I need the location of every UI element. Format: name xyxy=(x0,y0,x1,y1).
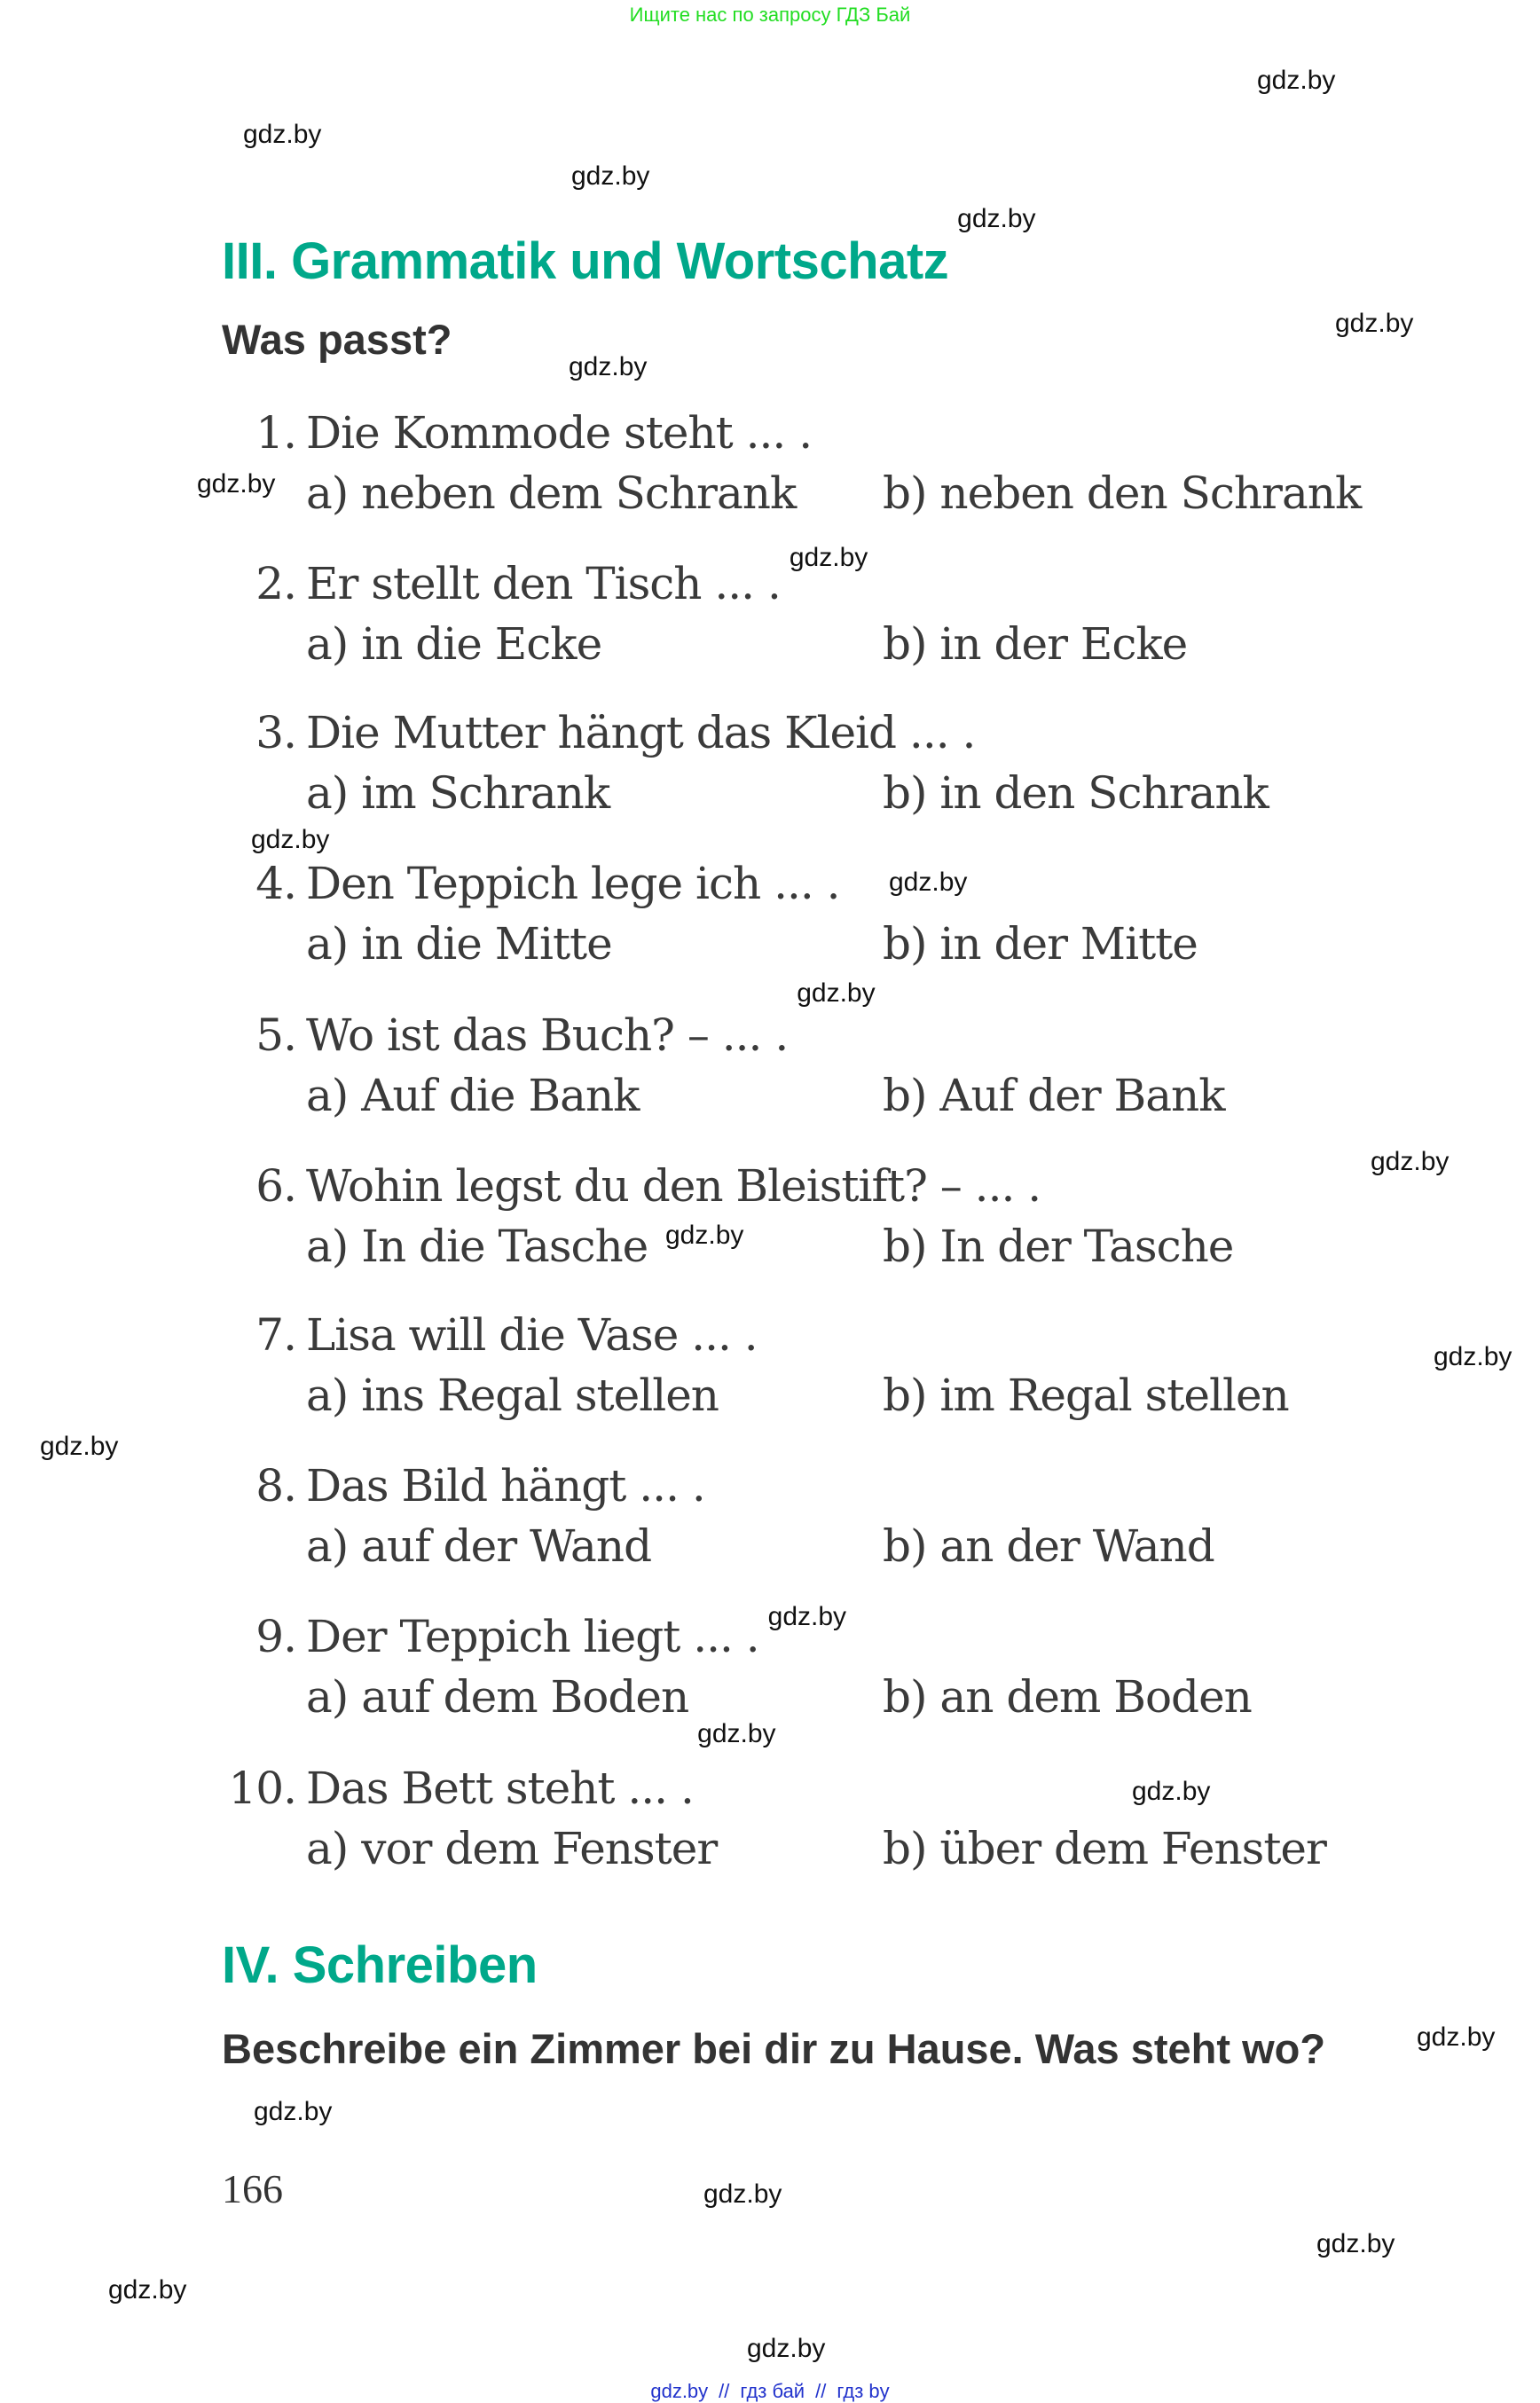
option-a: a) in die Mitte xyxy=(306,918,612,970)
option-b: b) über dem Fenster xyxy=(883,1823,1326,1874)
watermark-text: gdz.by xyxy=(665,1221,744,1250)
item-question: Das Bild hängt ... . xyxy=(306,1460,705,1512)
option-a: a) Auf die Bank xyxy=(306,1070,640,1121)
watermark-text: gdz.by xyxy=(197,469,276,499)
item-number: 7. xyxy=(255,1309,296,1361)
item-number: 1. xyxy=(255,407,296,459)
option-a: a) vor dem Fenster xyxy=(306,1823,718,1874)
item-number: 2. xyxy=(255,558,296,609)
option-a: a) neben dem Schrank xyxy=(306,467,797,519)
option-b: b) neben den Schrank xyxy=(883,467,1362,519)
option-a: a) auf dem Boden xyxy=(306,1671,689,1723)
item-question: Lisa will die Vase ... . xyxy=(306,1309,758,1361)
option-b: b) an dem Boden xyxy=(883,1671,1252,1723)
watermark-text: gdz.by xyxy=(703,2179,782,2209)
watermark-text: gdz.by xyxy=(697,1719,776,1748)
item-question: Das Bett steht ... . xyxy=(306,1763,694,1814)
page-number: 166 xyxy=(222,2166,283,2211)
option-b: b) in den Schrank xyxy=(883,767,1269,819)
watermark-text: gdz.by xyxy=(889,868,968,897)
item-number: 6. xyxy=(255,1160,296,1212)
option-a: a) in die Ecke xyxy=(306,618,602,670)
item-question: Der Teppich liegt ... . xyxy=(306,1611,759,1662)
footer-links xyxy=(0,2380,1540,2403)
item-question: Den Teppich lege ich ... . xyxy=(306,858,840,909)
watermark-text: gdz.by xyxy=(1371,1147,1450,1176)
footer-link[interactable]: гдз бай xyxy=(740,2380,805,2402)
footer-separator: // xyxy=(719,2380,730,2402)
watermark-text: gdz.by xyxy=(1257,66,1336,95)
watermark-text: gdz.by xyxy=(243,120,322,149)
item-number: 10. xyxy=(228,1763,296,1814)
watermark-text: gdz.by xyxy=(108,2275,187,2305)
watermark-text: gdz.by xyxy=(1335,309,1414,338)
watermark-text: gdz.by xyxy=(571,161,650,191)
item-number: 4. xyxy=(255,858,296,909)
watermark-text: gdz.by xyxy=(1434,1342,1512,1371)
footer-separator: // xyxy=(815,2380,827,2402)
footer-link[interactable]: гдз by xyxy=(837,2380,890,2402)
footer-link[interactable]: gdz.by xyxy=(650,2380,709,2402)
option-a: a) ins Regal stellen xyxy=(306,1370,719,1421)
item-number: 8. xyxy=(255,1460,296,1512)
watermark-text: gdz.by xyxy=(254,2097,333,2126)
watermark-text: gdz.by xyxy=(40,1432,119,1461)
section-title-grammatik: III. Grammatik und Wortschatz xyxy=(222,232,949,290)
option-b: b) In der Tasche xyxy=(883,1221,1234,1272)
watermark-text: gdz.by xyxy=(747,2334,826,2363)
option-a: a) im Schrank xyxy=(306,767,610,819)
option-b: b) an der Wand xyxy=(883,1520,1214,1572)
option-a: a) In die Tasche xyxy=(306,1221,648,1272)
item-question: Wohin legst du den Bleistift? – ... . xyxy=(306,1160,1041,1212)
option-b: b) im Regal stellen xyxy=(883,1370,1289,1421)
item-question: Die Mutter hängt das Kleid ... . xyxy=(306,707,976,758)
watermark-text: gdz.by xyxy=(569,352,648,381)
watermark-text: gdz.by xyxy=(789,543,868,572)
option-b: b) in der Mitte xyxy=(883,918,1198,970)
item-number: 5. xyxy=(255,1009,296,1061)
watermark-text: gdz.by xyxy=(797,978,876,1008)
exercise-title: Was passt? xyxy=(222,316,452,363)
watermark-text: gdz.by xyxy=(1132,1777,1211,1806)
option-b: b) Auf der Bank xyxy=(883,1070,1225,1121)
item-number: 9. xyxy=(255,1611,296,1662)
top-note: Ищите нас по запросу ГДЗ Бай xyxy=(629,4,911,26)
item-question: Die Kommode steht ... . xyxy=(306,407,813,459)
option-b: b) in der Ecke xyxy=(883,618,1188,670)
watermark-text: gdz.by xyxy=(1316,2229,1395,2258)
item-question: Er stellt den Tisch ... . xyxy=(306,558,781,609)
item-question: Wo ist das Buch? – ... . xyxy=(306,1009,789,1061)
watermark-text: gdz.by xyxy=(1417,2022,1496,2052)
watermark-text: gdz.by xyxy=(957,204,1036,233)
option-a: a) auf der Wand xyxy=(306,1520,652,1572)
watermark-text: gdz.by xyxy=(767,1602,847,1631)
item-number: 3. xyxy=(255,707,296,758)
section-title-schreiben: IV. Schreiben xyxy=(222,1936,538,1994)
writing-task: Beschreibe ein Zimmer bei dir zu Hause. Was steht wo? xyxy=(222,2025,1326,2072)
watermark-text: gdz.by xyxy=(251,825,330,854)
